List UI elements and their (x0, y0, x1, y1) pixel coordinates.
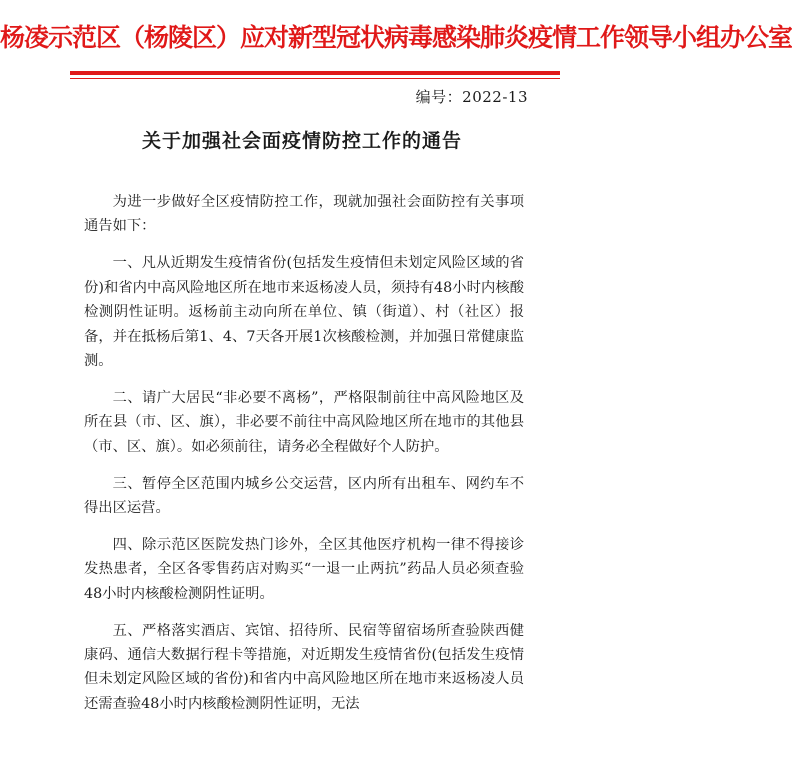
item-paragraph-1: 一、凡从近期发生疫情省份(包括发生疫情但未划定风险区域的省份)和省内中高风险地区所在地市来返杨凌人员，须持有48小时内核酸检测阴性证明。返杨前主动向所在单位、镇（街道）、村（社区）报备，并在抵杨后第1、4、7天各开展1次核酸检测，并加强日常健康监测。 (84, 255, 524, 369)
header-thick-rule (70, 71, 560, 75)
item-paragraph-2: 二、请广大居民“非必要不离杨”，严格限制前往中高风险地区及所在县（市、区、旗），非必要不前往中高风险地区所在地市的其他县（市、区、旗）。如必须前往，请务必全程做好个人防护。 (84, 389, 524, 455)
item-paragraph-5: 五、严格落实酒店、宾馆、招待所、民宿等留宿场所查验陕西健康码、通信大数据行程卡等措施，对近期发生疫情省份(包括发生疫情但未划定风险区域的省份)和省内中高风险地区所在地市来返杨凌人员还需查验48小时内核酸检测阴性证明，无法 (84, 622, 524, 712)
item-paragraph-4: 四、除示范区医院发热门诊外，全区其他医疗机构一律不得接诊发热患者，全区各零售药店对购买“一退一止两抗”药品人员必须查验48小时内核酸检测阴性证明。 (84, 536, 524, 602)
header-thin-rule (70, 78, 560, 79)
notice-body (84, 190, 524, 716)
intro-paragraph: 为进一步做好全区疫情防控工作，现就加强社会面防控有关事项通告如下： (84, 194, 524, 235)
item-paragraph-3: 三、暂停全区范围内城乡公交运营，区内所有出租车、网约车不得出区运营。 (84, 475, 524, 516)
document-number: 编号：2022-13 (415, 88, 528, 106)
issuing-office-header: 杨凌示范区（杨陵区）应对新型冠状病毒感染肺炎疫情工作领导小组办公室 (0, 23, 792, 52)
notice-title: 关于加强社会面疫情防控工作的通告 (141, 130, 462, 152)
